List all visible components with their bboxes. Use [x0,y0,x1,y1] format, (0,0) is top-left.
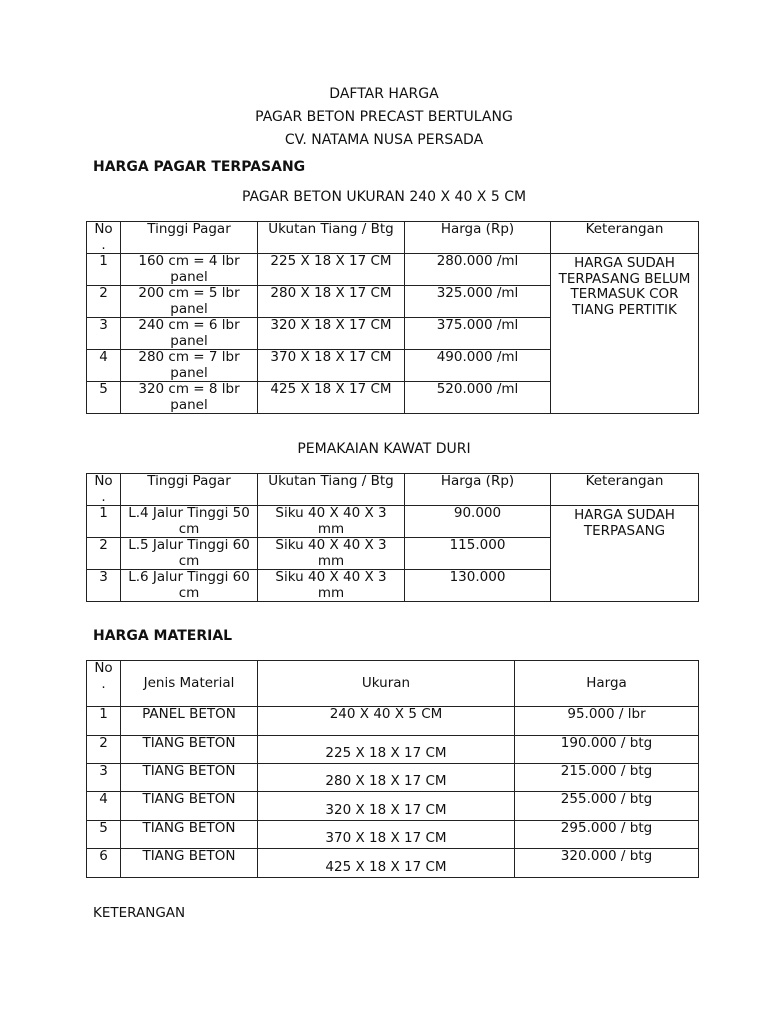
section-heading-harga-material: HARGA MATERIAL [93,628,233,644]
cell-harga: 375.000 /ml [405,318,551,350]
table2-caption: PEMAKAIAN KAWAT DURI [297,441,471,457]
cell-no: 3 [87,318,121,350]
cell-tinggi: 240 cm = 6 lbr panel [121,318,258,350]
col-header-keterangan: Keterangan [551,222,699,254]
cell-jenis: PANEL BETON [121,707,258,736]
company-name: CV. NATAMA NUSA PERSADA [284,132,484,148]
cell-harga: 190.000 / btg [515,736,699,764]
cell-jenis: TIANG BETON [121,821,258,849]
cell-harga: 325.000 /ml [405,286,551,318]
cell-harga: 320.000 / btg [515,849,699,878]
col-header-harga: Harga (Rp) [405,222,551,254]
col-header-no: No . [87,222,121,254]
table-row [87,707,699,736]
col-header-harga: Harga [515,661,699,707]
cell-no: 5 [87,821,121,849]
col-header-tiang: Ukutan Tiang / Btg [258,222,405,254]
cell-tiang: 320 X 18 X 17 CM [258,318,405,350]
cell-tinggi: 280 cm = 7 lbr panel [121,350,258,382]
table-row [87,792,699,821]
cell-harga: 490.000 /ml [405,350,551,382]
doc-subtitle: PAGAR BETON PRECAST BERTULANG [255,109,513,125]
col-header-no: No . [87,474,121,506]
cell-no: 2 [87,538,121,570]
cell-tiang: Siku 40 X 40 X 3 mm [258,506,405,538]
col-header-ukuran: Ukuran [258,661,515,707]
cell-tinggi: L.5 Jalur Tinggi 60 cm [121,538,258,570]
cell-ukuran: 280 X 18 X 17 CM [258,764,515,792]
cell-ukuran: 320 X 18 X 17 CM [258,792,515,821]
cell-no: 2 [87,286,121,318]
cell-no: 3 [87,764,121,792]
cell-no: 5 [87,382,121,414]
table-row [87,764,699,792]
col-header-harga: Harga (Rp) [405,474,551,506]
table-row [87,821,699,849]
cell-harga: 255.000 / btg [515,792,699,821]
cell-ukuran: 370 X 18 X 17 CM [258,821,515,849]
cell-no: 1 [87,707,121,736]
table-row [87,254,699,286]
cell-tiang: 280 X 18 X 17 CM [258,286,405,318]
table-harga-pagar [86,221,699,414]
col-header-tinggi: Tinggi Pagar [121,474,258,506]
col-header-jenis: Jenis Material [121,661,258,707]
col-header-no: No . [87,661,121,707]
cell-tiang: Siku 40 X 40 X 3 mm [258,538,405,570]
table-header-row [87,222,699,254]
cell-harga: 215.000 / btg [515,764,699,792]
cell-ukuran: 425 X 18 X 17 CM [258,849,515,878]
table-row [87,506,699,538]
cell-jenis: TIANG BETON [121,764,258,792]
table-row [87,849,699,878]
cell-tiang: 370 X 18 X 17 CM [258,350,405,382]
col-header-keterangan: Keterangan [551,474,699,506]
cell-tinggi: L.6 Jalur Tinggi 60 cm [121,570,258,602]
cell-ukuran: 240 X 40 X 5 CM [258,707,515,736]
cell-no: 4 [87,350,121,382]
table1-caption: PAGAR BETON UKURAN 240 X 40 X 5 CM [241,189,527,205]
cell-tiang: 425 X 18 X 17 CM [258,382,405,414]
cell-tiang: 225 X 18 X 17 CM [258,254,405,286]
table-header-row [87,474,699,506]
cell-tinggi: L.4 Jalur Tinggi 50 cm [121,506,258,538]
table-harga-material [86,660,699,878]
col-header-tiang: Ukutan Tiang / Btg [258,474,405,506]
keterangan-label: KETERANGAN [93,905,186,921]
cell-jenis: TIANG BETON [121,792,258,821]
cell-harga: 115.000 [405,538,551,570]
cell-keterangan: HARGA SUDAH TERPASANG [551,506,699,602]
cell-harga: 295.000 / btg [515,821,699,849]
cell-no: 1 [87,506,121,538]
cell-harga: 95.000 / lbr [515,707,699,736]
cell-no: 1 [87,254,121,286]
doc-title: DAFTAR HARGA [329,86,439,102]
cell-tinggi: 200 cm = 5 lbr panel [121,286,258,318]
col-header-tinggi: Tinggi Pagar [121,222,258,254]
cell-no: 4 [87,792,121,821]
table-kawat-duri [86,473,699,602]
cell-harga: 280.000 /ml [405,254,551,286]
cell-harga: 130.000 [405,570,551,602]
cell-no: 3 [87,570,121,602]
section-heading-harga-pagar: HARGA PAGAR TERPASANG [93,159,306,175]
cell-tinggi: 160 cm = 4 lbr panel [121,254,258,286]
cell-tinggi: 320 cm = 8 lbr panel [121,382,258,414]
cell-jenis: TIANG BETON [121,736,258,764]
cell-no: 2 [87,736,121,764]
cell-tiang: Siku 40 X 40 X 3 mm [258,570,405,602]
cell-keterangan: HARGA SUDAH TERPASANG BELUM TERMASUK COR TIANG PERTITIK [551,254,699,414]
cell-jenis: TIANG BETON [121,849,258,878]
table-header-row [87,661,699,707]
cell-no: 6 [87,849,121,878]
table-row [87,736,699,764]
cell-ukuran: 225 X 18 X 17 CM [258,736,515,764]
cell-harga: 520.000 /ml [405,382,551,414]
cell-harga: 90.000 [405,506,551,538]
